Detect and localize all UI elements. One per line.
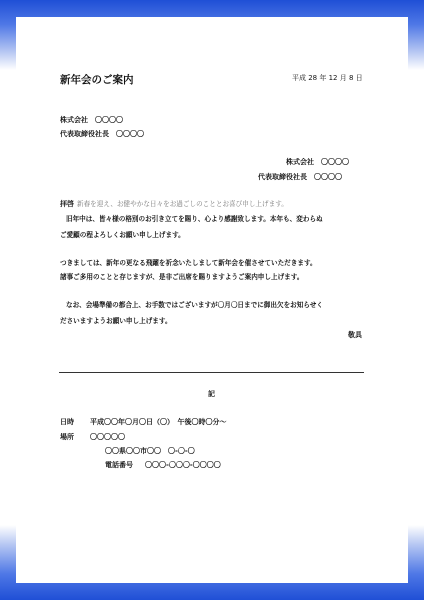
greeting-seasonal: 新春を迎え、お健やかな日々をお過ごしのこととお喜び申し上げます。 [77,200,288,208]
datetime-value: 平成〇〇年〇月〇日（〇） 午後〇時〇分～ [90,418,227,426]
phone-label: 電話番号 [105,461,133,469]
closing-text: 敬具 [348,331,362,339]
sender-company: 株式会社 〇〇〇〇 [286,158,349,166]
venue-label: 場所 [60,433,74,441]
recipient-company: 株式会社 〇〇〇〇 [60,116,123,124]
note-heading: 記 [208,390,215,398]
body-line-4: 諸事ご多用のことと存じますが、是非ご出席を賜りますようご案内申し上げます。 [60,273,304,281]
document-date: 平成 28 年 12 月 8 日 [292,74,363,82]
body-line-2: ご愛顧の程よろしくお願い申し上げます。 [60,231,185,239]
divider-line [59,372,364,373]
body-line-3: つきましては、新年の更なる飛躍を祈念いたしまして新年会を催させていただきます。 [60,259,317,267]
document-title: 新年会のご案内 [60,74,134,86]
recipient-person: 代表取締役社長 〇〇〇〇 [60,130,144,138]
venue-address: 〇〇県〇〇市〇〇 〇-〇-〇 [105,447,195,455]
body-line-6: ださいますようお願い申し上げます。 [60,317,172,325]
greeting-opening: 拝啓 [60,200,74,208]
sender-person: 代表取締役社長 〇〇〇〇 [258,173,342,181]
phone-value: 〇〇〇-〇〇〇-〇〇〇〇 [145,461,221,469]
datetime-label: 日時 [60,418,74,426]
venue-name: 〇〇〇〇〇 [90,433,125,441]
body-line-1: 旧年中は、皆々様の格別のお引き立てを賜り、心より感謝致します。本年も、変わらぬ [66,215,323,223]
body-line-5: なお、会場準備の都合上、お手数ではございますが〇月〇日までに御出欠をお知らせく [66,301,323,309]
